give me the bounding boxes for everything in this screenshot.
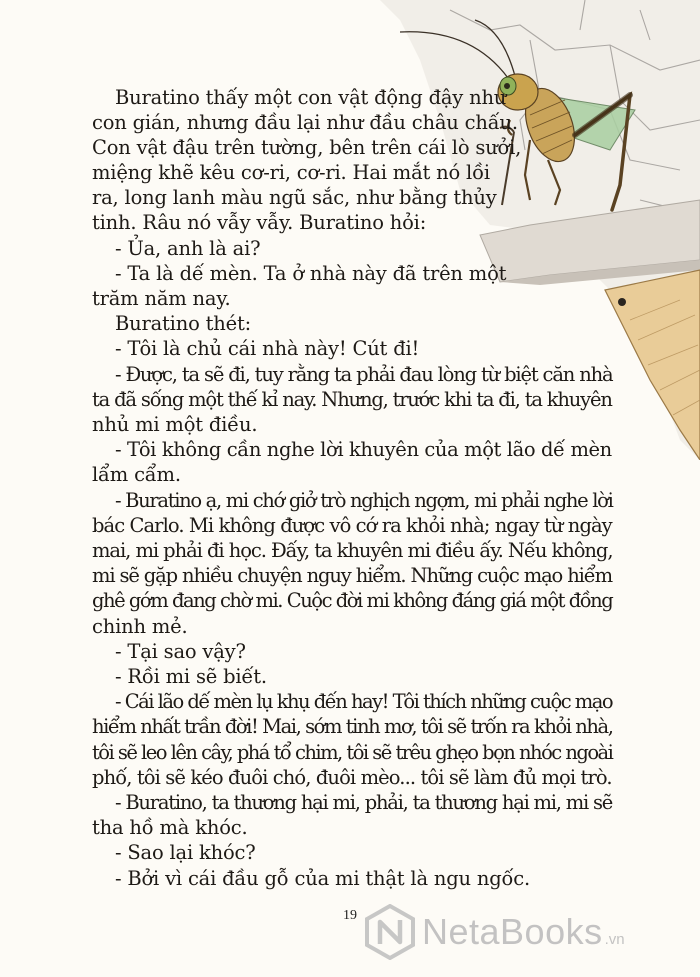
watermark xyxy=(364,902,694,962)
text-line: bác Carlo. Mi không được vô cớ ra khỏi nhà; ngay từ ngày xyxy=(92,514,612,537)
text-line: miệng khẽ kêu cơ-ri, cơ-ri. Hai mắt nó lồi xyxy=(92,161,490,184)
text-line: mai, mi phải đi học. Đấy, ta khuyên mi điều ấy. Nếu không, xyxy=(92,539,613,562)
text-line: ta đã sống một thế kỉ nay. Nhưng, trước khi ta đi, ta khuyên xyxy=(92,388,612,411)
text-line: - Buratino ạ, mi chớ giở trò nghịch ngợm, mi phải nghe lời xyxy=(115,489,613,512)
text-line: Buratino thấy một con vật động đậy như xyxy=(115,86,507,109)
text-line: chinh mẻ. xyxy=(92,615,188,638)
text-line: - Được, ta sẽ đi, tuy rằng ta phải đau lòng từ biệt căn nhà xyxy=(115,363,613,386)
text-line: - Bởi vì cái đầu gỗ của mi thật là ngu ngốc. xyxy=(115,867,530,890)
text-line: ghê gớm đang chờ mi. Cuộc đời mi không đáng giá một đồng xyxy=(92,589,613,612)
text-line: nhủ mi một điều. xyxy=(92,413,258,436)
watermark-brand: NetaBooks xyxy=(422,911,603,952)
text-line: Con vật đậu trên tường, bên trên cái lò sưởi, xyxy=(92,136,522,159)
watermark-suffix: .vn xyxy=(604,930,625,948)
text-line: - Buratino, ta thương hại mi, phải, ta thương hại mi, mi sẽ xyxy=(115,791,613,814)
text-line: Buratino thét: xyxy=(115,312,251,335)
text-line: - Tôi là chủ cái nhà này! Cút đi! xyxy=(115,337,420,360)
text-line: - Tôi không cần nghe lời khuyên của một lão dế mèn xyxy=(115,438,612,461)
text-line: - Tại sao vậy? xyxy=(115,640,246,663)
text-line: tinh. Râu nó vẫy vẫy. Buratino hỏi: xyxy=(92,211,427,234)
text-line: lẩm cẩm. xyxy=(92,463,181,486)
text-line: - Rồi mi sẽ biết. xyxy=(115,665,267,688)
text-line: trăm năm nay. xyxy=(92,287,231,310)
text-line: - Ủa, anh là ai? xyxy=(115,237,261,260)
text-line: - Ta là dế mèn. Ta ở nhà này đã trên một xyxy=(115,262,507,285)
text-line: tha hồ mà khóc. xyxy=(92,816,248,839)
text-line: - Sao lại khóc? xyxy=(115,841,256,864)
text-line: tôi sẽ leo lên cây, phá tổ chim, tôi sẽ trêu ghẹo bọn nhóc ngoài xyxy=(92,741,613,764)
netabooks-logo-icon xyxy=(364,904,416,960)
text-line: hiểm nhất trần đời! Mai, sớm tinh mơ, tôi sẽ trốn ra khỏi nhà, xyxy=(92,715,613,738)
page-number: 19 xyxy=(343,908,357,923)
text-line: ra, long lanh màu ngũ sắc, như bằng thủy xyxy=(92,186,497,209)
text-line: phố, tôi sẽ kéo đuôi chó, đuôi mèo... tôi sẽ làm đủ mọi trò. xyxy=(92,766,612,789)
text-line: - Cái lão dế mèn lụ khụ đến hay! Tôi thích những cuộc mạo xyxy=(115,690,613,713)
text-line: mi sẽ gặp nhiều chuyện nguy hiểm. Những cuộc mạo hiểm xyxy=(92,564,612,587)
text-line: con gián, nhưng đầu lại như đầu châu chấu. xyxy=(92,111,518,134)
